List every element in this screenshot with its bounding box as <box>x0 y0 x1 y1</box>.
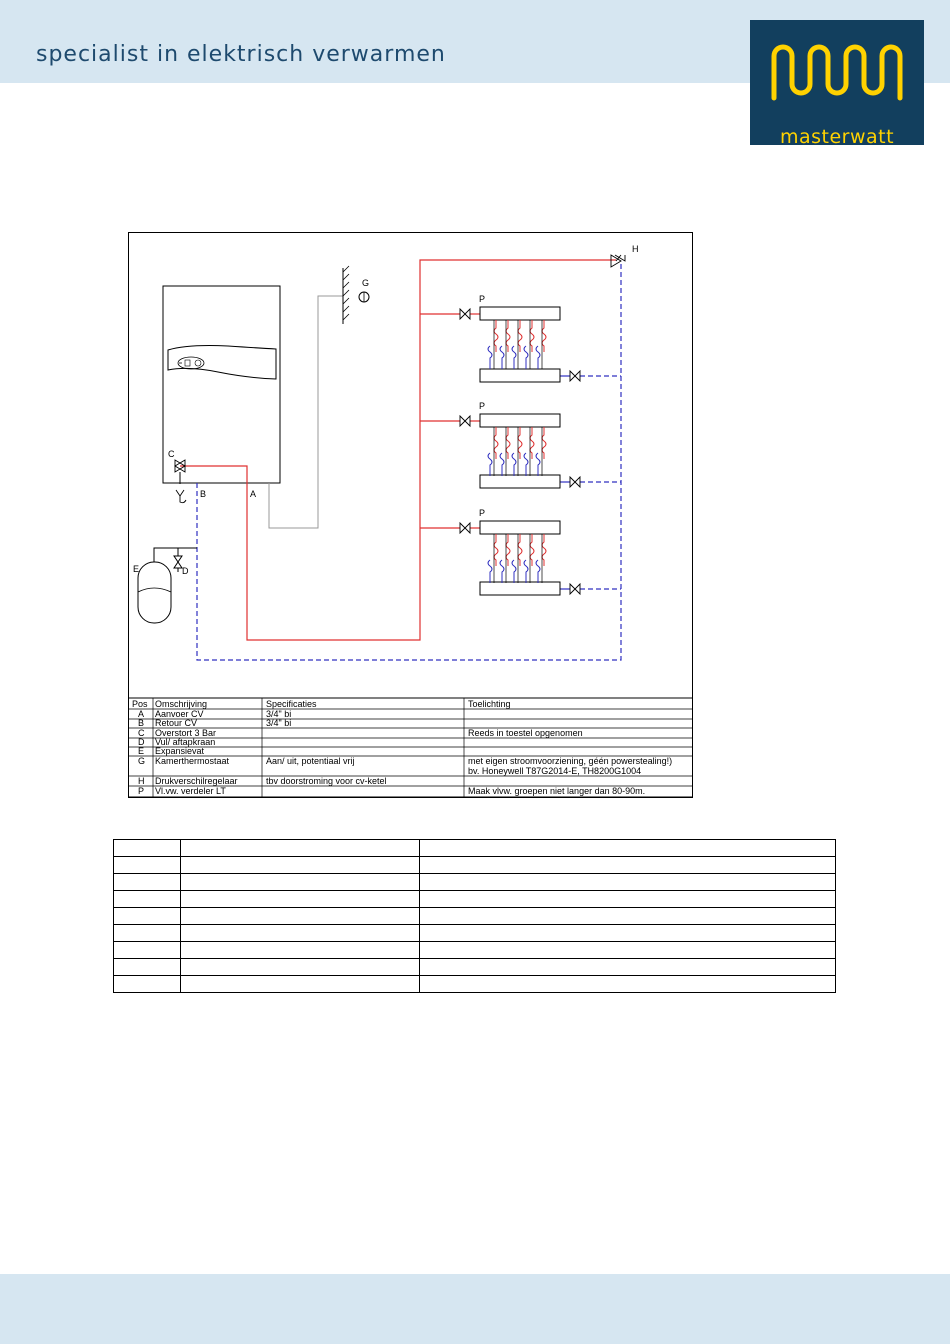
drain-valve-d <box>174 556 182 568</box>
table-cell <box>420 959 836 976</box>
table-cell <box>181 857 420 874</box>
legend-desc: Aanvoer CV <box>155 709 204 719</box>
legend-note: met eigen stroomvoorziening, géén powerstealing!) <box>468 756 673 766</box>
table-cell <box>114 857 181 874</box>
table-cell <box>181 925 420 942</box>
table-cell <box>114 840 181 857</box>
legend-pos: C <box>138 728 145 738</box>
legend-spec: Aan/ uit, potentiaal vrij <box>266 756 355 766</box>
label-p3: P <box>479 508 486 518</box>
logo-wordmark: masterwatt <box>779 126 895 148</box>
supply-loop <box>494 427 498 459</box>
legend-pos: P <box>138 786 145 796</box>
footer-band <box>0 1274 950 1344</box>
heating-schematic <box>128 232 693 798</box>
return-loop <box>524 560 528 583</box>
table-row <box>114 857 836 874</box>
return-loop <box>536 346 540 369</box>
table-row <box>114 874 836 891</box>
return-loop <box>488 453 492 476</box>
table-cell <box>420 942 836 959</box>
table-cell <box>114 976 181 993</box>
supply-loop <box>506 427 510 459</box>
label-d: D <box>182 566 189 576</box>
supply-loop <box>530 320 534 352</box>
legend-desc: Retour CV <box>155 718 198 728</box>
legend-desc: Vul/ aftapkraan <box>155 737 216 747</box>
legend-pos: A <box>138 709 145 719</box>
legend-pos: H <box>138 776 145 786</box>
legend-note: Maak vlvw. groepen niet langer dan 80-90m. <box>468 786 646 796</box>
table-row <box>114 840 836 857</box>
return-loop <box>500 453 504 476</box>
schematic-svg <box>128 232 693 798</box>
legend-desc: Vl.vw. verdeler LT <box>155 786 226 796</box>
return-loop <box>488 560 492 583</box>
return-loop <box>500 346 504 369</box>
legend-desc: Overstort 3 Bar <box>155 728 217 738</box>
wall-hatch <box>343 266 349 320</box>
bypass-valve-h <box>611 255 621 267</box>
return-loop <box>512 560 516 583</box>
table-cell <box>181 874 420 891</box>
label-a: A <box>250 489 257 499</box>
masterwatt-logo <box>750 20 924 148</box>
table-cell <box>420 840 836 857</box>
legend-pos: B <box>138 718 145 728</box>
table-cell <box>181 959 420 976</box>
expansion-branch <box>154 548 197 562</box>
table-cell <box>181 840 420 857</box>
label-c: C <box>168 449 175 459</box>
supply-loop <box>518 320 522 352</box>
table-cell <box>114 942 181 959</box>
floor-heating-loops <box>488 320 546 583</box>
return-loop <box>524 453 528 476</box>
legend-spec: 3/4" bi <box>266 718 292 728</box>
table-cell <box>181 908 420 925</box>
return-loop <box>512 453 516 476</box>
supply-loop <box>494 534 498 566</box>
table-cell <box>114 959 181 976</box>
return-loop <box>488 346 492 369</box>
boiler <box>163 286 280 483</box>
manifold-group-1 <box>460 294 580 382</box>
label-b: B <box>200 489 207 499</box>
table-cell <box>420 857 836 874</box>
supply-loop <box>506 534 510 566</box>
table-cell <box>420 874 836 891</box>
legend-pos: G <box>138 756 146 766</box>
return-loop <box>524 346 528 369</box>
supply-loop <box>530 427 534 459</box>
table-row <box>114 976 836 993</box>
supply-loop <box>542 427 546 459</box>
table-cell <box>181 942 420 959</box>
label-h: H <box>632 244 639 254</box>
legend-note: Reeds in toestel opgenomen <box>468 728 583 738</box>
table-cell <box>181 976 420 993</box>
table-cell <box>114 925 181 942</box>
supply-loop <box>530 534 534 566</box>
legend-table <box>128 698 693 798</box>
return-loop <box>500 560 504 583</box>
return-loop <box>512 346 516 369</box>
supply-main <box>247 260 616 640</box>
label-g: G <box>362 278 370 288</box>
table-row <box>114 908 836 925</box>
label-p1: P <box>479 294 486 304</box>
supply-loop <box>494 320 498 352</box>
table-cell <box>420 976 836 993</box>
blank-table <box>113 839 836 993</box>
legend-spec: tbv doorstroming voor cv-ketel <box>266 776 387 786</box>
label-p2: P <box>479 401 486 411</box>
legend-header-desc: Omschrijving <box>155 699 208 709</box>
legend-desc: Kamerthermostaat <box>155 756 230 766</box>
supply-loop <box>542 534 546 566</box>
tagline: specialist in elektrisch verwarmen <box>36 42 446 67</box>
expansion-vessel <box>138 562 171 623</box>
legend-note-line2: bv. Honeywell T87G2014-E, TH8200G1004 <box>468 766 642 776</box>
legend-header-spec: Specificaties <box>266 699 317 709</box>
table-row <box>114 959 836 976</box>
legend-pos: D <box>138 737 145 747</box>
table-row <box>114 891 836 908</box>
label-e: E <box>133 564 140 574</box>
table-cell <box>114 908 181 925</box>
table-cell <box>420 908 836 925</box>
table-row <box>114 925 836 942</box>
supply-loop <box>506 320 510 352</box>
table-cell <box>181 891 420 908</box>
legend-header-pos: Pos <box>132 699 148 709</box>
legend-pos: E <box>138 746 145 756</box>
supply-loop <box>518 427 522 459</box>
return-loop <box>536 453 540 476</box>
return-loop <box>536 560 540 583</box>
table-cell <box>420 891 836 908</box>
manifold-group-3 <box>460 508 580 595</box>
supply-loop <box>542 320 546 352</box>
legend-desc: Expansievat <box>155 746 205 756</box>
table-row <box>114 942 836 959</box>
supply-loop <box>518 534 522 566</box>
manifold-group-2 <box>460 401 580 488</box>
legend-spec: 3/4" bi <box>266 709 292 719</box>
legend-desc: Drukverschilregelaar <box>155 776 238 786</box>
table-cell <box>114 874 181 891</box>
table-cell <box>114 891 181 908</box>
legend-header-note: Toelichting <box>468 699 511 709</box>
table-cell <box>420 925 836 942</box>
